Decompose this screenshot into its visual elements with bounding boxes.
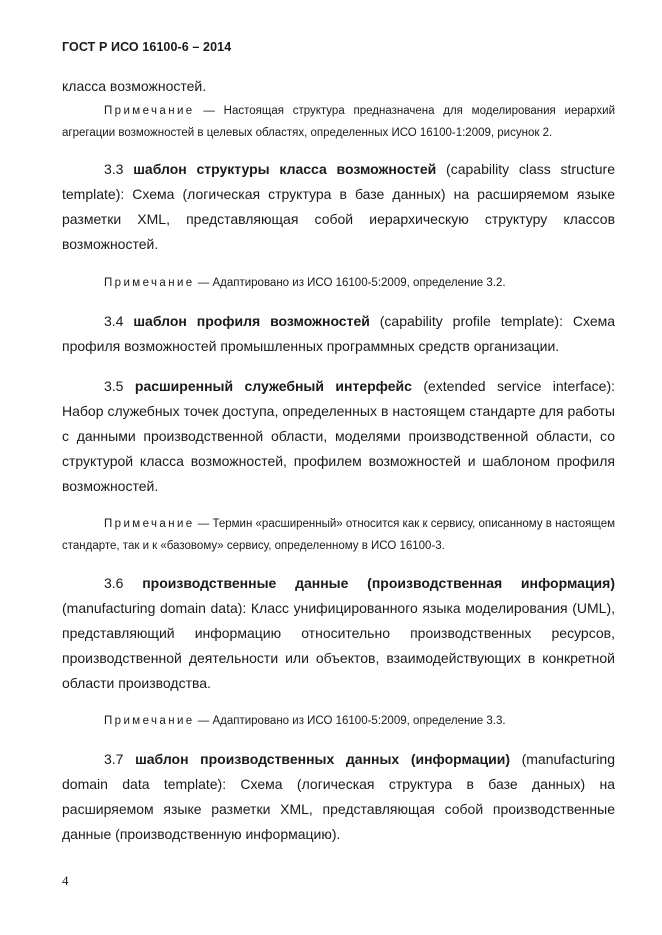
term-definition: (manufacturing domain data): Класс унифицированного языка моделирования (UML), представляющий информацию относительно производственных ресурсов, производственной деятельности или объектов, взаимодействующих в конкретной области производства. bbox=[62, 600, 615, 691]
document-header: ГОСТ Р ИСО 16100-6 – 2014 bbox=[62, 40, 232, 54]
term-definition: (capability profile template): Схема профиля возможностей промышленных программных средств организации. bbox=[62, 313, 616, 354]
term-definition: (manufacturing domain data template): Схема (логическая структура в базе данных) на расширяемом языке разметки XML, представляющая собой производственные данные (производственную информацию). bbox=[62, 751, 615, 842]
term-name: шаблон производственных данных (информации) bbox=[135, 751, 510, 767]
term-name: расширенный служебный интерфейс bbox=[134, 378, 412, 394]
note-text: Адаптировано из ИСО 16100-5:2009, определение 3.3. bbox=[212, 715, 506, 727]
intro-text: класса возможностей. bbox=[62, 78, 207, 94]
note-dash: — bbox=[194, 518, 213, 530]
note-text: Настоящая структура предназначена для моделирования иерархий агрегации возможностей в целевых областях, определенных ИСО 16100-1:2009, рисунок 2. bbox=[62, 105, 616, 139]
term-number: 3.7 bbox=[104, 751, 136, 767]
term-name: шаблон структуры класса возможностей bbox=[133, 161, 437, 177]
term-definition: (extended service interface): Набор служебных точек доступа, определенных в настоящем стандарте для работы с данными производственной области, моделями производственной области, со структурой класса возможностей, профилем возможностей и шаблоном профиля возможностей. bbox=[62, 378, 616, 494]
note-dash: — bbox=[194, 105, 224, 117]
term-number: 3.4 bbox=[104, 313, 134, 329]
term-3-7 bbox=[62, 747, 615, 847]
term-3-4 bbox=[62, 309, 615, 359]
term-number: 3.6 bbox=[104, 575, 143, 591]
term-name: производственные данные (производственная информация) bbox=[142, 575, 615, 591]
note-4 bbox=[62, 710, 615, 732]
term-definition: (capability class structure template): Схема (логическая структура в базе данных) на расширяемом языке разметки XML, представляющая собой иерархическую структуру классов возможностей. bbox=[62, 161, 615, 252]
note-label: Примечание bbox=[104, 105, 195, 117]
note-dash: — bbox=[194, 715, 213, 727]
note-label: Примечание bbox=[104, 518, 195, 530]
note-1 bbox=[62, 100, 615, 144]
term-3-6 bbox=[62, 571, 615, 696]
note-2 bbox=[62, 272, 615, 294]
term-number: 3.5 bbox=[104, 378, 135, 394]
note-dash: — bbox=[194, 277, 213, 289]
term-name: шаблон профиля возможностей bbox=[133, 313, 370, 329]
note-label: Примечание bbox=[104, 277, 195, 289]
term-3-5 bbox=[62, 374, 615, 499]
note-label: Примечание bbox=[104, 715, 195, 727]
page-number: 4 bbox=[62, 873, 69, 888]
note-text: Термин «расширенный» относится как к сервису, описанному в настоящем стандарте, так и к «базовому» сервису, определенному в ИСО 16100-3. bbox=[62, 518, 615, 552]
note-3 bbox=[62, 513, 615, 557]
note-text: Адаптировано из ИСО 16100-5:2009, определение 3.2. bbox=[212, 277, 506, 289]
term-number: 3.3 bbox=[104, 161, 134, 177]
term-3-3 bbox=[62, 157, 615, 257]
